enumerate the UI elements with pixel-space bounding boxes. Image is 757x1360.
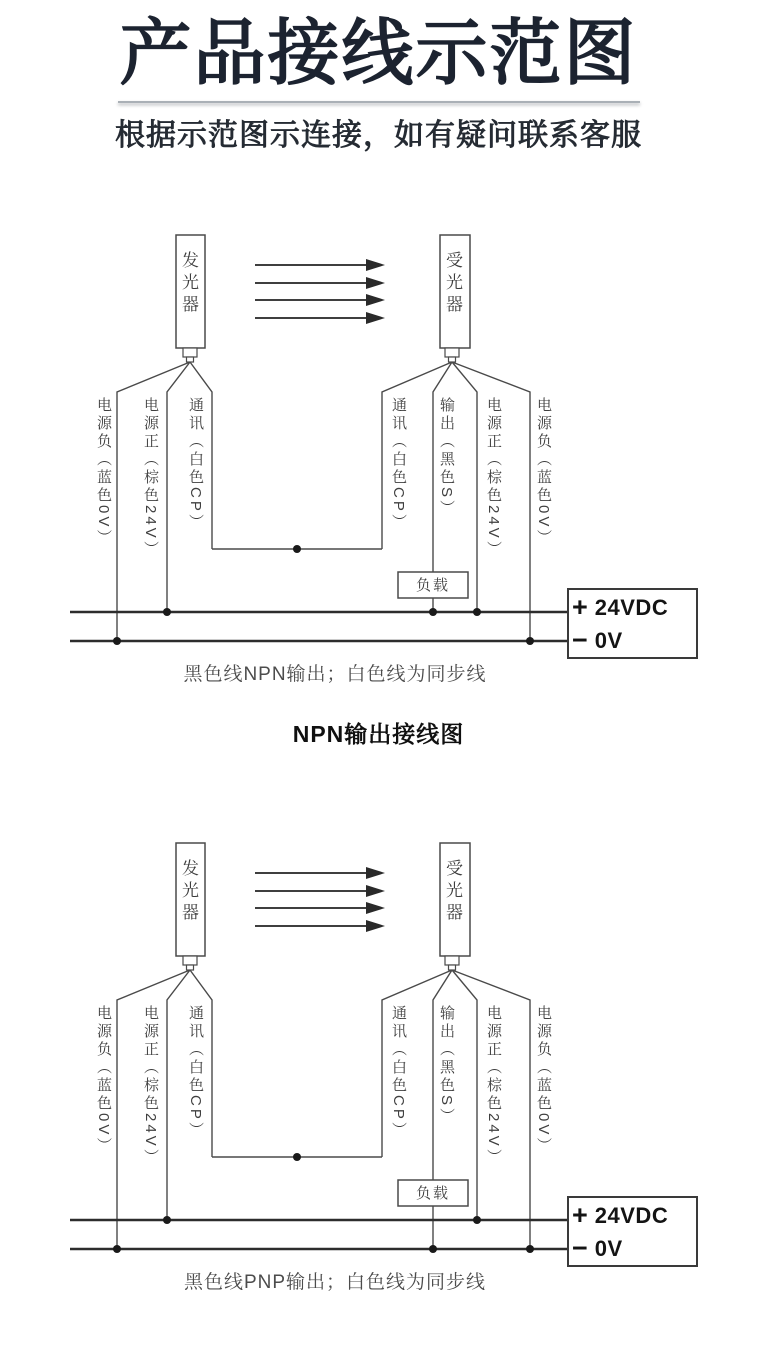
header-divider [118,101,640,103]
plus-sign: + [572,592,588,622]
wiring-diagram-npn [0,225,757,695]
psu-plus-row [572,594,695,621]
emitter-label: 发光器 [179,859,198,925]
wire-label-power-positive-left: 电源正（棕色24V） [142,1005,159,1167]
wire-label-power-positive-right: 电源正（棕色24V） [485,1005,502,1167]
junction-dots [113,545,534,645]
psu-plus-row [572,1202,695,1229]
minus-sign: − [572,625,588,655]
npn-caption: 黑色线NPN输出；白色线为同步线 [183,664,487,685]
power-bus-lines [70,1220,568,1249]
wire-label-power-positive-right: 电源正（棕色24V） [485,397,502,559]
wire-label-power-negative-left: 电源负（蓝色0V） [95,397,112,548]
wire-label-output-right: 输出（黑色S） [438,1005,455,1127]
page-title: 产品接线示范图 [119,14,638,94]
minus-sign: − [572,1233,588,1263]
light-beam-arrows [255,259,385,324]
psu-plus-value: 24VDC [594,594,669,620]
power-supply-labels [572,1199,695,1265]
wire-label-output-right: 输出（黑色S） [438,397,455,519]
pnp-caption: 黑色线PNP输出；白色线为同步线 [183,1272,487,1293]
wire-label-comm-left: 通讯（白色CP） [187,397,204,532]
emitter-label: 发光器 [179,251,198,317]
power-supply-labels [572,591,695,657]
page-subtitle: 根据示范图示连接，如有疑问联系客服 [115,119,642,152]
wire-label-comm-right: 通讯（白色CP） [390,397,407,532]
psu-plus-value: 24VDC [594,1202,669,1228]
receiver-label: 受光器 [443,859,462,925]
psu-minus-value: 0V [594,1235,623,1261]
psu-minus-value: 0V [594,627,623,653]
wire-label-power-negative-left: 电源负（蓝色0V） [95,1005,112,1156]
load-label: 负载 [415,577,450,594]
light-beam-arrows [255,867,385,932]
wire-label-comm-right: 通讯（白色CP） [390,1005,407,1140]
psu-minus-row [572,627,695,654]
wire-label-power-negative-right: 电源负（蓝色0V） [535,397,552,548]
power-bus-lines [70,612,568,641]
wire-label-comm-left: 通讯（白色CP） [187,1005,204,1140]
plus-sign: + [572,1200,588,1230]
section-heading-npn: NPN输出接线图 [292,721,465,747]
wire-label-power-negative-right: 电源负（蓝色0V） [535,1005,552,1156]
wire-label-power-positive-left: 电源正（棕色24V） [142,397,159,559]
wiring-diagram-pnp [0,833,757,1303]
junction-dots [113,1153,534,1253]
load-label: 负载 [415,1185,450,1202]
receiver-label: 受光器 [443,251,462,317]
psu-minus-row [572,1235,695,1262]
